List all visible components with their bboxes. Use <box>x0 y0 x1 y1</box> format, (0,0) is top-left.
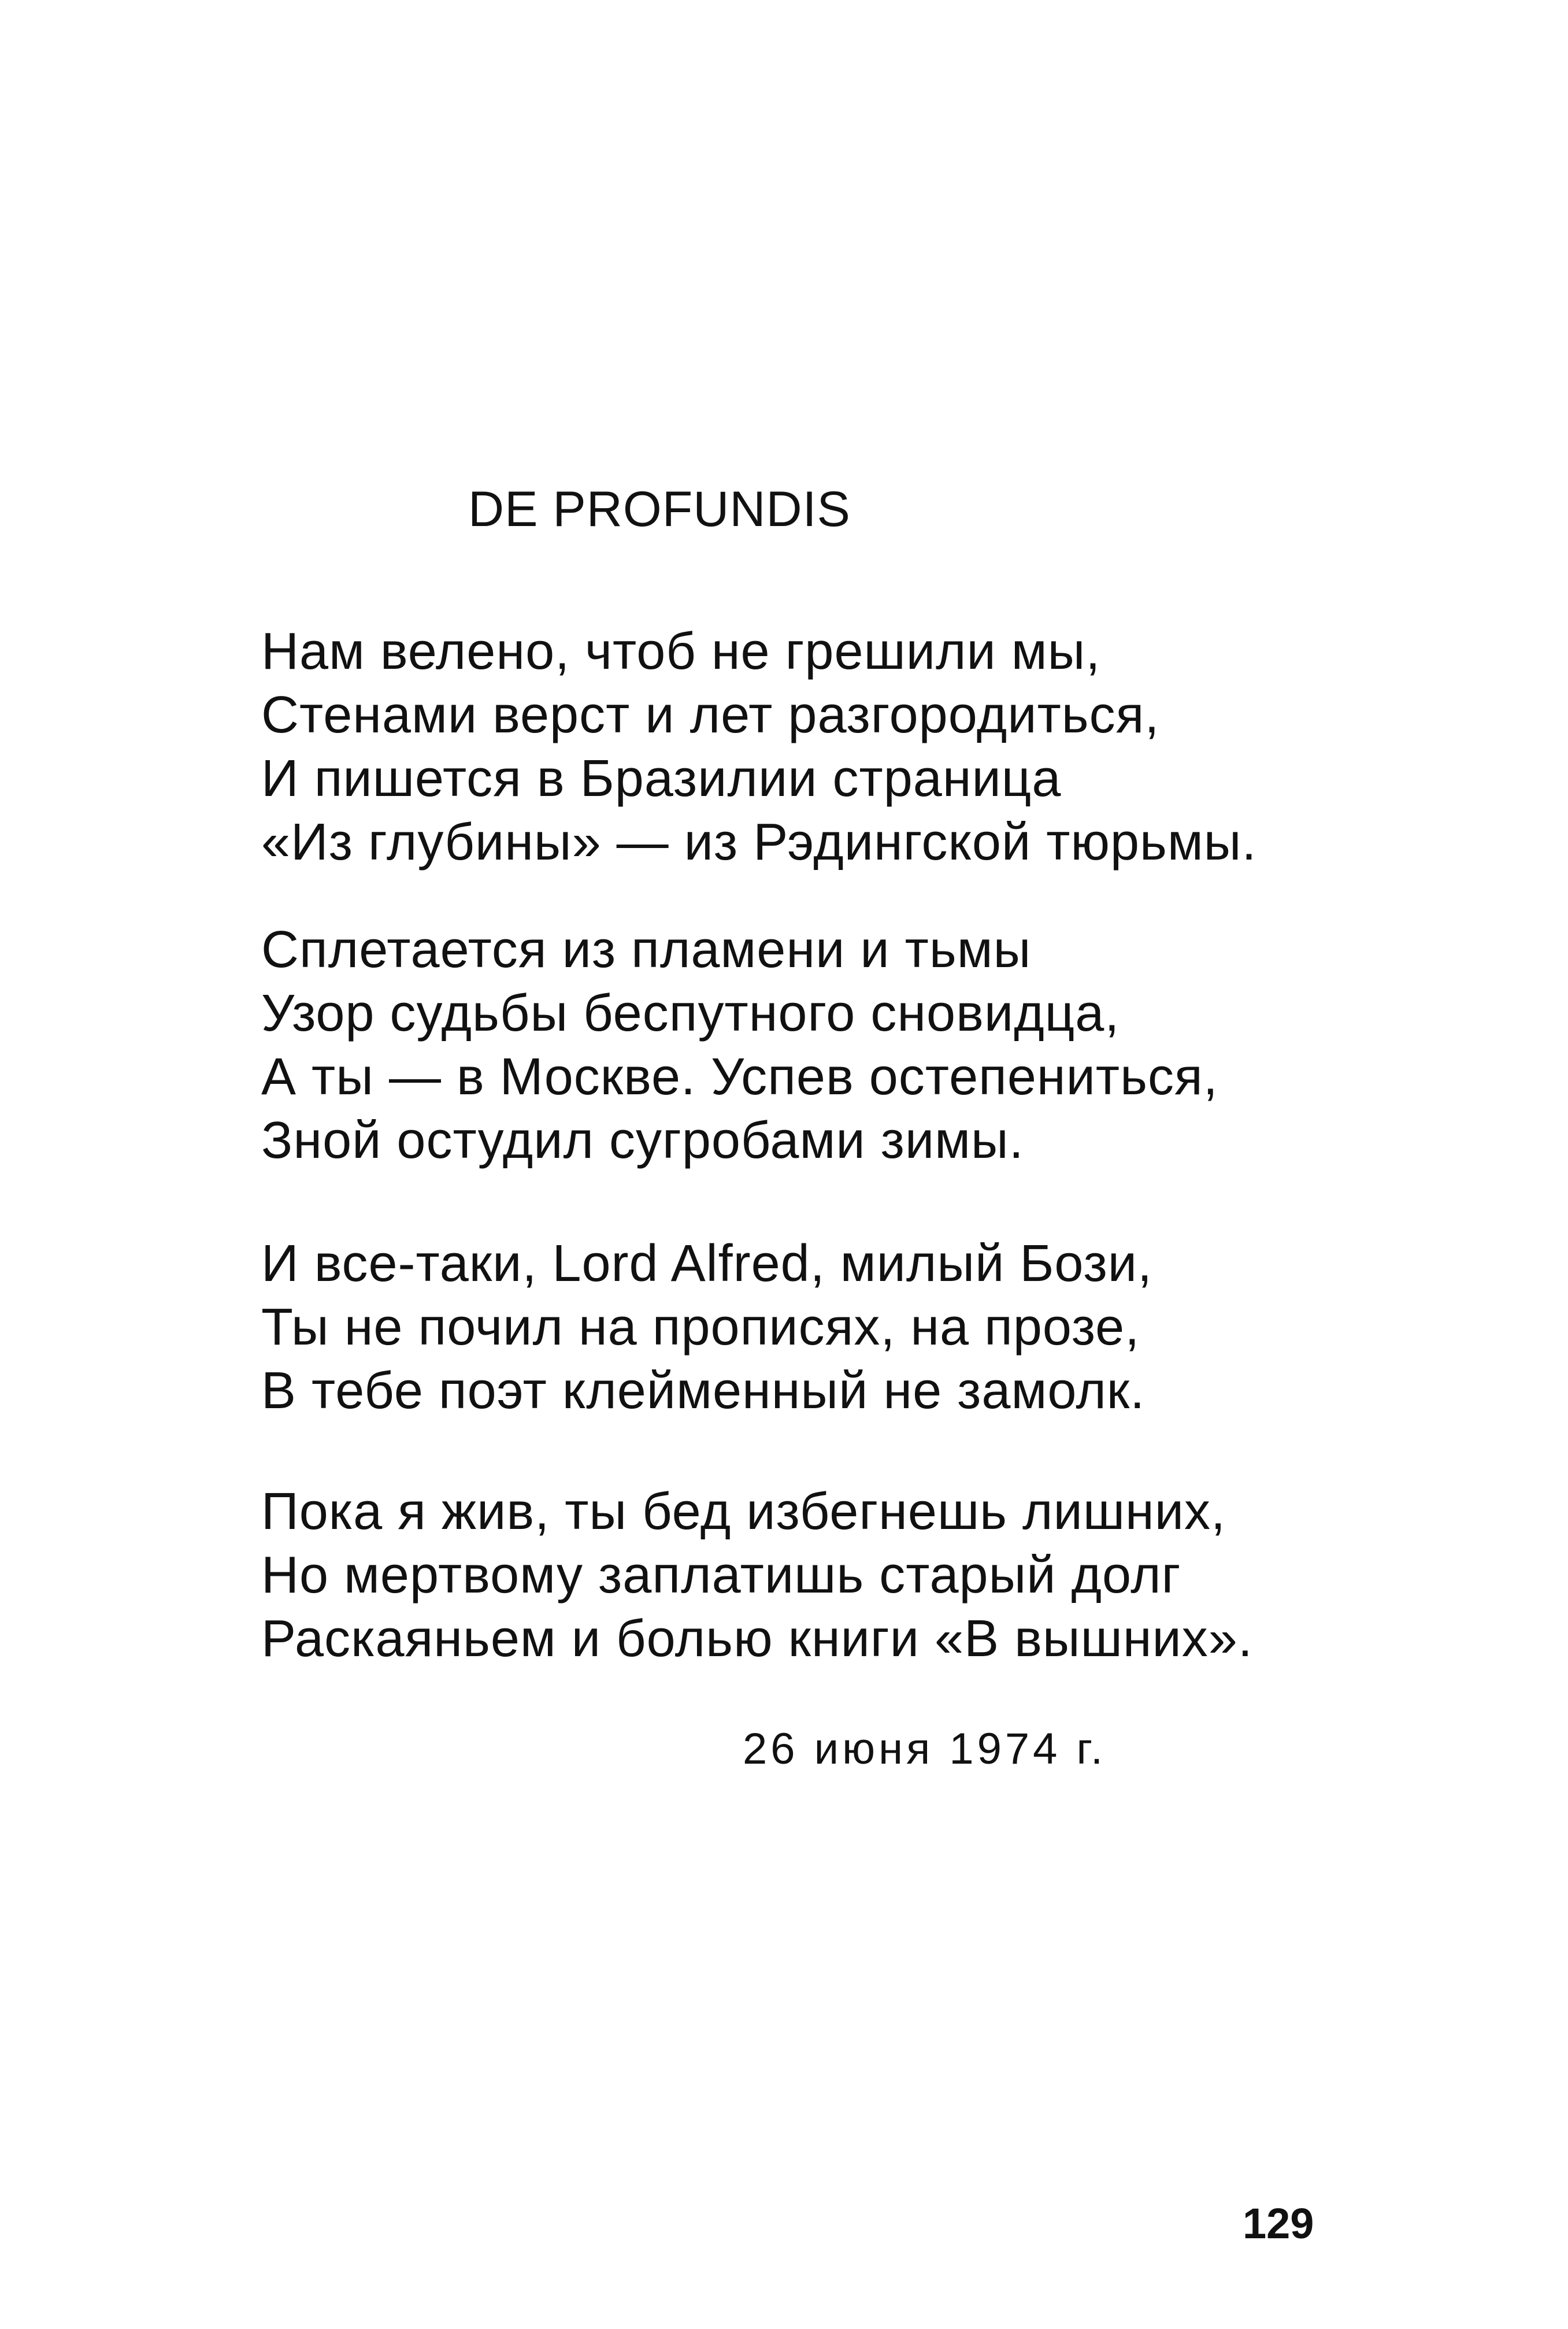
stanza-4 <box>261 1480 1253 1671</box>
poem-line: А ты — в Москве. Успев остепениться, <box>261 1048 1218 1106</box>
poem-line: И все-таки, Lord Alfred, милый Бози, <box>261 1235 1153 1293</box>
poem-line: В тебе поэт клейменный не замолк. <box>261 1362 1146 1420</box>
poem-line: И пишется в Бразилии страница <box>261 750 1062 808</box>
poem-line: Стенами верст и лет разгородиться, <box>261 686 1160 744</box>
stanza-2 <box>261 918 1218 1172</box>
stanza-3 <box>261 1232 1152 1423</box>
poem-line: Ты не почил на прописях, на прозе, <box>261 1298 1140 1356</box>
poem-date: 26 июня 1974 г. <box>743 1724 1107 1773</box>
poem-title: DE PROFUNDIS <box>468 482 851 537</box>
poem-line: Нам велено, чтоб не грешили мы, <box>261 623 1101 680</box>
poem-line: Раскаяньем и болью книги «В вышних». <box>261 1610 1253 1668</box>
poem-line: Сплетается из пламени и тьмы <box>261 921 1032 979</box>
poem-line: Пока я жив, ты бед избегнешь лишних, <box>261 1483 1226 1541</box>
poem-line: Но мертвому заплатишь старый долг <box>261 1546 1181 1604</box>
poem-line: Узор судьбы беспутного сновидца, <box>261 984 1120 1042</box>
poem-line: «Из глубины» — из Рэдингской тюрьмы. <box>261 813 1257 871</box>
poem-line: Зной остудил сугробами зимы. <box>261 1112 1024 1169</box>
page-number: 129 <box>1243 2200 1314 2247</box>
stanza-1 <box>261 620 1257 874</box>
